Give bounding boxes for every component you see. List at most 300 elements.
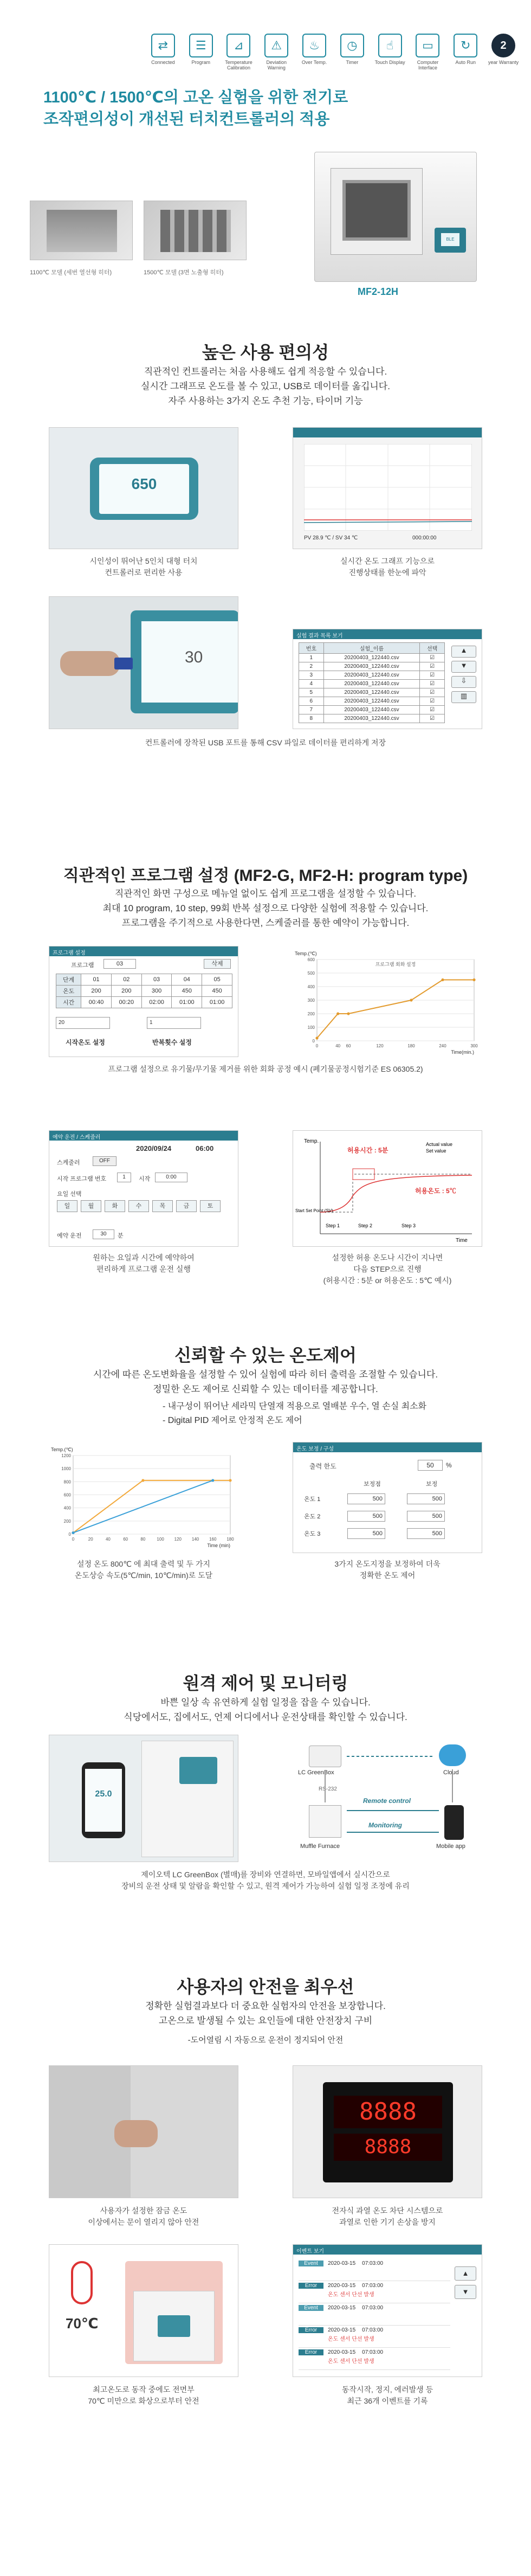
overheat-display-top: 8888: [334, 2096, 442, 2128]
program-cell[interactable]: 00:40: [81, 997, 112, 1008]
feature-item: [487, 34, 520, 70]
repeat-count-field[interactable]: 1: [147, 1017, 201, 1029]
start-time-label: 시작: [139, 1176, 151, 1182]
feature-label: Computer Interface: [417, 60, 439, 70]
sec3-desc: [0, 1367, 531, 1396]
feature-label: Connected: [151, 60, 175, 65]
sec4-desc-line2: 식당에서도, 집에서도, 언제 어디에서나 운전상태를 확인할 수 있습니다.: [124, 1712, 407, 1722]
program-number-select[interactable]: 03: [103, 959, 136, 969]
program-cell[interactable]: 01:00: [202, 997, 232, 1008]
sec5-desc-line1: 정확한 실험결과보다 더 중요한 실험자의 안전을 보장합니다.: [145, 2001, 386, 2011]
connectivity-icon: ⇄: [151, 34, 175, 57]
door-lock-image: [49, 2065, 238, 2198]
file-row[interactable]: [299, 714, 445, 723]
file-row[interactable]: [299, 654, 445, 662]
sec3-bullets: [163, 1400, 488, 1428]
phone-temp-value: 25.0: [95, 1789, 112, 1799]
rate-chart-panel: [49, 1442, 238, 1550]
sec5-bullet: -도어열림 시 자동으로 운전이 정지되어 안전: [187, 2036, 344, 2045]
temp-mark: 70℃: [66, 2315, 99, 2332]
cloud-label: Cloud: [443, 1769, 459, 1776]
deviation-warning-icon: ⚠: [264, 34, 288, 57]
mobile-monitoring-image: [49, 1735, 238, 1862]
event-tag: Error: [299, 2349, 323, 2355]
sec5-caption-cool-line1: 최고온도로 동작 중에도 전면부: [93, 2385, 195, 2394]
sec2-caption-step: [293, 1252, 482, 1286]
step-allow-temp: 허용온도 : 5℃: [415, 1187, 456, 1195]
sec3-desc-line2: 정밀한 온도 제어로 신뢰할 수 있는 데이터를 제공합니다.: [153, 1384, 378, 1394]
cal-offset-field[interactable]: 500: [407, 1528, 445, 1539]
sec5-caption-door-line1: 사용자가 설정한 잠금 온도: [100, 2206, 187, 2215]
day-select-row: [57, 1200, 221, 1212]
save-usb-button[interactable]: ⇩: [451, 676, 476, 688]
sec3-caption-rate-line1: 설정 온도 800℃ 에 최대 출력 및 두 가지: [76, 1560, 210, 1568]
event-row[interactable]: [299, 2303, 450, 2326]
sec4-desc: [0, 1695, 531, 1724]
file-name: 20200403_122440.csv: [323, 654, 420, 662]
file-checkbox-icon[interactable]: ☑: [420, 671, 445, 680]
reservation-clock: 06:00: [196, 1144, 214, 1152]
furnace-product-image: [309, 152, 488, 297]
cal-offset-field[interactable]: 500: [407, 1493, 445, 1504]
reserve-run-field[interactable]: 30: [93, 1229, 114, 1239]
event-log-actions: [455, 2266, 476, 2299]
file-checkbox-icon[interactable]: ☑: [420, 654, 445, 662]
remote-control-label: Remote control: [363, 1797, 411, 1805]
chamber-1500-image: [144, 201, 247, 260]
file-col-name: 실험_이름: [323, 643, 420, 654]
realtime-graph: [304, 444, 472, 531]
reservation-header: 예약 운전 / 스케줄러: [49, 1131, 238, 1141]
file-list-header: 실험 결과 목록 보기: [293, 629, 482, 639]
cal-set-field[interactable]: 500: [347, 1493, 385, 1504]
sec5-caption-door-line2: 이상에서는 문이 열리지 않아 안전: [88, 2218, 199, 2226]
file-list-actions: [451, 646, 476, 703]
event-scroll-up-button[interactable]: ▲: [455, 2266, 476, 2281]
event-rows: [299, 2259, 450, 2370]
file-checkbox-icon[interactable]: ☑: [420, 662, 445, 671]
data-point: [141, 1479, 144, 1482]
program-cell[interactable]: 450: [172, 986, 202, 997]
feature-icon-row: [146, 34, 520, 70]
file-name: 20200403_122440.csv: [323, 680, 420, 688]
x-tick-label: 40: [105, 1537, 111, 1542]
cal-rate-label: 출력 한도: [309, 1463, 336, 1470]
reservation-screen: [49, 1130, 238, 1247]
chart-title: 프로그램 회화 설정: [375, 962, 416, 967]
file-name: 20200403_122440.csv: [323, 714, 420, 723]
calibration-header: 온도 보정 / 구성: [293, 1442, 482, 1452]
event-time: 07:03:00: [362, 2327, 384, 2333]
feature-label: Touch Display: [374, 60, 405, 65]
file-no: 3: [299, 671, 324, 680]
usb-port-image: [49, 596, 238, 729]
graph-status: PV 28.9 ℃ / SV 34 ℃: [304, 535, 358, 541]
sec4-caption-line1: 제이오텍 LC GreenBox (별매)를 장비와 연결하면, 모바일앱에서 실시간으로: [141, 1870, 390, 1879]
file-row[interactable]: [299, 671, 445, 680]
sec3-caption-rate-line2: 온도상승 속도(5℃/min, 10℃/min)로 도달: [74, 1571, 213, 1580]
x-axis-label: Time(min.): [451, 1049, 474, 1055]
x-tick-label: 60: [123, 1537, 128, 1542]
event-scroll-down-button[interactable]: ▼: [455, 2285, 476, 2299]
file-list-table: [299, 642, 445, 723]
y-tick-label: 600: [63, 1492, 71, 1498]
program-cell[interactable]: 01: [81, 974, 112, 986]
sec4-caption-line2: 장비의 운전 상태 및 알람을 확인할 수 있고, 원격 제어가 가능하여 실험 일정 조정에 유리: [121, 1882, 410, 1890]
file-no: 4: [299, 680, 324, 688]
file-row[interactable]: [299, 697, 445, 706]
sec4-desc-line1: 바쁜 일상 속 유연하게 실험 일정을 잡을 수 있습니다.: [160, 1697, 371, 1708]
sec1-title: 높은 사용 편의성: [202, 343, 329, 362]
sec2-caption-step-line2: 다음 STEP으로 진행: [353, 1265, 422, 1273]
start-program-field[interactable]: 1: [117, 1173, 131, 1182]
file-name: 20200403_122440.csv: [323, 662, 420, 671]
cal-set-field[interactable]: 500: [347, 1511, 385, 1522]
view-graph-button[interactable]: ▥: [451, 691, 476, 703]
sec3-caption-cal: [293, 1559, 482, 1581]
auto-run-icon: ↻: [454, 34, 477, 57]
file-list-screen: [293, 629, 482, 729]
scroll-down-button[interactable]: ▼: [451, 661, 476, 673]
event-time: 07:03:00: [362, 2261, 384, 2266]
program-chart-panel: [293, 946, 482, 1057]
data-point: [347, 1012, 349, 1015]
day-button[interactable]: 금: [176, 1200, 197, 1212]
program-row-label: 단계: [56, 974, 81, 986]
timer-icon: ◷: [340, 34, 364, 57]
data-point: [211, 1479, 214, 1482]
chamber-1100-image: [30, 201, 133, 260]
scroll-up-button[interactable]: ▲: [451, 646, 476, 658]
touch-controller-image: [49, 427, 238, 549]
file-col-no: 번호: [299, 643, 324, 654]
repeat-label: 반복횟수 설정: [152, 1039, 192, 1046]
sec2-caption-step-line1: 설정한 허용 온도나 시간이 지나면: [332, 1253, 443, 1262]
chamber-1500-caption: 1500℃ 모델 (3면 노출형 히터): [144, 269, 224, 276]
program-label: 프로그램: [71, 962, 94, 969]
feature-label: Timer: [346, 60, 359, 65]
sec5-caption-ctrl: [293, 2205, 482, 2228]
sec1-caption-c: 컨트롤러에 장착된 USB 포트를 통해 CSV 파일로 데이터를 편리하게 저장: [145, 738, 386, 747]
program-cell[interactable]: 450: [202, 986, 232, 997]
file-checkbox-icon[interactable]: ☑: [420, 688, 445, 697]
temperature-calibration-icon: ⊿: [226, 34, 250, 57]
sec3-desc-line1: 시간에 따른 온도변화율을 설정할 수 있어 실험에 따라 히터 출력을 조절할 수 있습니다.: [93, 1369, 438, 1380]
program-time-row: [56, 997, 232, 1008]
reserve-run-label: 예약 운전: [57, 1233, 82, 1239]
cal-offset-field[interactable]: 500: [407, 1511, 445, 1522]
usb-stick-icon: [114, 658, 133, 669]
y-axis-label: Temp.(℃): [51, 1447, 73, 1452]
program-cell[interactable]: 03: [141, 974, 172, 986]
file-row[interactable]: [299, 706, 445, 714]
day-button[interactable]: 목: [152, 1200, 173, 1212]
program-step-row: [56, 974, 232, 986]
event-message: 온도 센서 단선 발생: [328, 2336, 374, 2342]
touch-display-icon: ☝: [378, 34, 402, 57]
step-allow-time: 허용시간 : 5분: [347, 1147, 388, 1154]
step-label-2: Step 2: [358, 1223, 373, 1228]
y-tick-label: 300: [307, 998, 315, 1003]
event-tag: Event: [299, 2305, 323, 2311]
sec2-desc-line3: 프로그램을 주기적으로 사용한다면, 스케줄러를 통한 예약이 가능합니다.: [121, 918, 410, 928]
day-button[interactable]: 수: [128, 1200, 149, 1212]
x-tick-label: 80: [140, 1537, 146, 1542]
cal-row-label: 온도 2: [304, 1514, 321, 1520]
model-label: MF2-12H: [358, 286, 399, 297]
program-temp-row: [56, 986, 232, 997]
sec3-caption-cal-line2: 정확한 온도 제어: [359, 1571, 416, 1580]
file-checkbox-icon[interactable]: ☑: [420, 714, 445, 723]
program-cell[interactable]: 300: [141, 986, 172, 997]
file-name: 20200403_122440.csv: [323, 697, 420, 706]
file-row[interactable]: [299, 662, 445, 671]
file-no: 6: [299, 697, 324, 706]
event-time: 07:03:00: [362, 2305, 384, 2311]
event-message: 온도 센서 단선 발생: [328, 2359, 374, 2365]
event-tag: Error: [299, 2283, 323, 2289]
feature-label: Temperature Calibration: [225, 60, 252, 70]
event-tag: Error: [299, 2327, 323, 2333]
feature-item: [146, 34, 180, 70]
file-no: 8: [299, 714, 324, 723]
cal-row: [304, 1490, 472, 1508]
data-point: [336, 1012, 339, 1015]
file-checkbox-icon[interactable]: ☑: [420, 697, 445, 706]
feature-item: [184, 34, 218, 70]
file-row[interactable]: [299, 680, 445, 688]
file-name: 20200403_122440.csv: [323, 671, 420, 680]
sec1-desc-line1: 직관적인 컨트롤러는 처음 사용해도 쉽게 적응할 수 있습니다.: [144, 366, 387, 377]
x-tick-label: 180: [226, 1537, 234, 1542]
step-start-label: Start Set Point (SV): [295, 1208, 333, 1213]
sec1-caption-a-line2: 컨트롤러로 편리한 사용: [105, 568, 183, 577]
file-name: 20200403_122440.csv: [323, 688, 420, 697]
realtime-graph-screen: [293, 427, 482, 549]
heating-rate-chart: [49, 1442, 238, 1550]
program-row-label: 온도: [56, 986, 81, 997]
program-cell[interactable]: 200: [81, 986, 112, 997]
remote-arrows: [293, 1735, 482, 1862]
day-button[interactable]: 토: [200, 1200, 221, 1212]
feature-item: [260, 34, 293, 70]
calibration-screen: [293, 1442, 482, 1553]
sec3-caption-rate: [49, 1559, 238, 1581]
program-temperature-chart: [293, 946, 482, 1057]
event-date: 2020-03-15: [328, 2305, 356, 2311]
data-point: [72, 1531, 74, 1534]
cal-row: [304, 1525, 472, 1542]
step-axis-time: Time: [456, 1238, 468, 1244]
data-point: [410, 999, 412, 1001]
sec3-bullet-2: - Digital PID 제어로 안정적 온도 제어: [163, 1416, 302, 1425]
program-step-table: [56, 974, 232, 1008]
feature-item: [373, 34, 407, 70]
cal-rate-field[interactable]: 50: [418, 1460, 443, 1471]
y-tick-label: 200: [63, 1518, 71, 1524]
x-axis-label: Time (min): [207, 1543, 230, 1548]
sec2-caption-step-line3: (허용시간 : 5분 or 허용온도 : 5℃ 예시): [323, 1276, 452, 1285]
x-tick-label: 140: [191, 1537, 199, 1542]
program-cell[interactable]: 00:20: [111, 997, 141, 1008]
event-time: 07:03:00: [362, 2283, 384, 2289]
cal-rows: [304, 1490, 472, 1542]
file-name: 20200403_122440.csv: [323, 706, 420, 714]
sec1-caption-a: [49, 556, 238, 578]
sec2-caption-reserve-line2: 편리하게 프로그램 운전 실행: [96, 1265, 191, 1273]
sec5-caption-cool-line2: 70℃ 미만으로 화상으로부터 안전: [88, 2397, 199, 2405]
x-tick-label: 300: [470, 1044, 478, 1048]
day-button[interactable]: 화: [105, 1200, 125, 1212]
x-tick-label: 60: [346, 1044, 351, 1048]
start-temp-label: 시작온도 설정: [66, 1039, 105, 1046]
program-cell[interactable]: 04: [172, 974, 202, 986]
program-icon: ☰: [189, 34, 213, 57]
usb-screen-value: 30: [185, 648, 203, 666]
cal-col-offset: 보정: [426, 1481, 438, 1487]
program-cell[interactable]: 01:00: [172, 997, 202, 1008]
sec4-caption: [0, 1869, 531, 1892]
day-button[interactable]: 월: [81, 1200, 101, 1212]
y-tick-label: 0: [312, 1039, 315, 1044]
step-diagram-svg: [293, 1131, 482, 1247]
hero-title: [43, 87, 423, 130]
sec2-desc-line1: 직관적인 화면 구성으로 메뉴얼 없이도 쉽게 프로그램을 설정할 수 있습니다.: [114, 888, 417, 899]
graph-screen-header: [293, 428, 482, 437]
controller-screen: BLE: [441, 233, 459, 246]
event-date: 2020-03-15: [328, 2283, 356, 2289]
sec1-caption-b-line2: 진행상태를 한눈에 파악: [348, 568, 426, 577]
file-no: 2: [299, 662, 324, 671]
reserve-run-unit: 분: [118, 1233, 124, 1239]
feature-item: [335, 34, 369, 70]
file-col-sel: 선택: [420, 643, 445, 654]
day-button[interactable]: 일: [57, 1200, 77, 1212]
hero-title-line2: 조작편의성이 개선된 터치컨트롤러의 적용: [43, 111, 330, 128]
cal-row-label: 온도 3: [304, 1531, 321, 1537]
cal-row: [304, 1508, 472, 1525]
sec1-desc-line3: 자주 사용하는 3가지 온도 추천 기능, 타이머 기능: [168, 396, 363, 406]
controller-display-value: 650: [131, 475, 157, 492]
data-point: [472, 978, 475, 981]
event-log-header: 이벤트 보기: [293, 2245, 482, 2255]
file-no: 1: [299, 654, 324, 662]
program-cell[interactable]: 200: [111, 986, 141, 997]
step-transition-diagram: [293, 1130, 482, 1247]
cool-surface-image: [49, 2244, 238, 2377]
data-point: [315, 1036, 318, 1039]
program-delete-button[interactable]: 삭제: [204, 959, 231, 969]
cal-set-field[interactable]: 500: [347, 1528, 385, 1539]
y-tick-label: 600: [307, 957, 315, 962]
feature-label: Over Temp.: [301, 60, 327, 65]
cal-col-set: 보정점: [364, 1481, 381, 1487]
file-row[interactable]: [299, 688, 445, 697]
feature-item: [411, 34, 445, 70]
file-no: 5: [299, 688, 324, 697]
y-tick-label: 500: [307, 971, 315, 976]
program-cell[interactable]: 02: [111, 974, 141, 986]
y-tick-label: 1000: [61, 1466, 71, 1472]
start-time-field[interactable]: 0:00: [155, 1173, 187, 1182]
event-date: 2020-03-15: [328, 2261, 356, 2266]
sec3-bullet-1: - 내구성이 뛰어난 세라믹 단열재 적용으로 열배분 우수, 열 손실 최소화: [163, 1402, 426, 1411]
sec3-caption-cal-line1: 3가지 온도지정을 보정하여 더욱: [334, 1560, 441, 1568]
x-tick-label: 40: [335, 1044, 341, 1048]
feature-label: Deviation Warning: [266, 60, 287, 70]
feature-item: [222, 34, 256, 70]
event-row[interactable]: [299, 2281, 450, 2303]
sec3-title: 신뢰할 수 있는 온도제어: [174, 1345, 357, 1365]
cal-rate-unit: %: [446, 1461, 452, 1469]
event-row[interactable]: [299, 2259, 450, 2281]
sec5-caption-event-line2: 최근 36개 이벤트를 기록: [347, 2397, 428, 2405]
feature-item: [297, 34, 331, 70]
sec1-caption-a-line1: 시인성이 뛰어난 5인치 대형 터치: [89, 557, 198, 565]
warranty-icon: 2: [491, 34, 515, 57]
event-row[interactable]: [299, 2348, 450, 2370]
scheduler-label: 스케줄러: [57, 1160, 80, 1166]
computer-interface-icon: ▭: [416, 34, 439, 57]
sec5-title: 사용자의 안전을 최우선: [177, 1977, 354, 1997]
mobile-app-label: Mobile app: [436, 1843, 465, 1850]
start-temp-field[interactable]: 20: [56, 1017, 110, 1029]
sec5-caption-event-line1: 동작시작, 정지, 에러발생 등: [341, 2385, 433, 2394]
sec1-desc-line2: 실시간 그래프로 온도를 볼 수 있고, USB로 데이터를 옮깁니다.: [141, 381, 390, 391]
y-tick-label: 1200: [61, 1453, 71, 1458]
program-row-label: 시간: [56, 997, 81, 1008]
file-checkbox-icon[interactable]: ☑: [420, 706, 445, 714]
sec5-caption-event: [293, 2384, 482, 2407]
feature-item: [449, 34, 482, 70]
day-select-label: 요일 선택: [57, 1191, 82, 1197]
over-temp-icon: ♨: [302, 34, 326, 57]
sec5-caption-cool: [49, 2384, 238, 2407]
y-tick-label: 100: [307, 1025, 315, 1030]
program-cell[interactable]: 02:00: [141, 997, 172, 1008]
program-cell[interactable]: 05: [202, 974, 232, 986]
scheduler-toggle[interactable]: OFF: [93, 1156, 116, 1166]
lc-greenbox-label: LC GreenBox: [298, 1769, 334, 1776]
overheat-display-bottom: 8888: [334, 2134, 442, 2161]
sec2-caption-reserve-line1: 원하는 요일과 시간에 예약하여: [93, 1253, 195, 1262]
sec5-desc-line2: 고온으로 발생될 수 있는 요인들에 대한 안전장치 구비: [158, 2015, 373, 2026]
x-tick-label: 160: [209, 1537, 217, 1542]
y-tick-label: 400: [307, 984, 315, 989]
sec2-desc-line2: 최대 10 program, 10 step, 99회 반복 설정으로 다양한 실험에 적용할 수 있습니다.: [102, 903, 429, 913]
feature-label: Program: [191, 60, 210, 65]
overheat-controller-image: [293, 2065, 482, 2198]
event-log-screen: [293, 2244, 482, 2377]
graph-time: 000:00:00: [412, 535, 437, 541]
sec2-desc: [0, 886, 531, 930]
legend-actual: Actual value: [426, 1142, 453, 1147]
event-date: 2020-03-15: [328, 2349, 356, 2355]
step-axis-temp: Temp.: [304, 1138, 319, 1144]
x-tick-label: 180: [407, 1044, 415, 1048]
event-message: 온도 센서 단선 발생: [328, 2292, 374, 2298]
x-tick-label: 240: [439, 1044, 446, 1048]
step-label-1: Step 1: [326, 1223, 340, 1228]
event-time: 07:03:00: [362, 2349, 384, 2355]
file-checkbox-icon[interactable]: ☑: [420, 680, 445, 688]
program-setting-screen: [49, 946, 238, 1057]
event-row[interactable]: [299, 2326, 450, 2348]
sec4-title: 원격 제어 및 모니터링: [183, 1673, 348, 1693]
event-tag: Event: [299, 2261, 323, 2266]
sec1-caption-b: [293, 556, 482, 578]
y-axis-label: Temp.(℃): [295, 951, 317, 956]
